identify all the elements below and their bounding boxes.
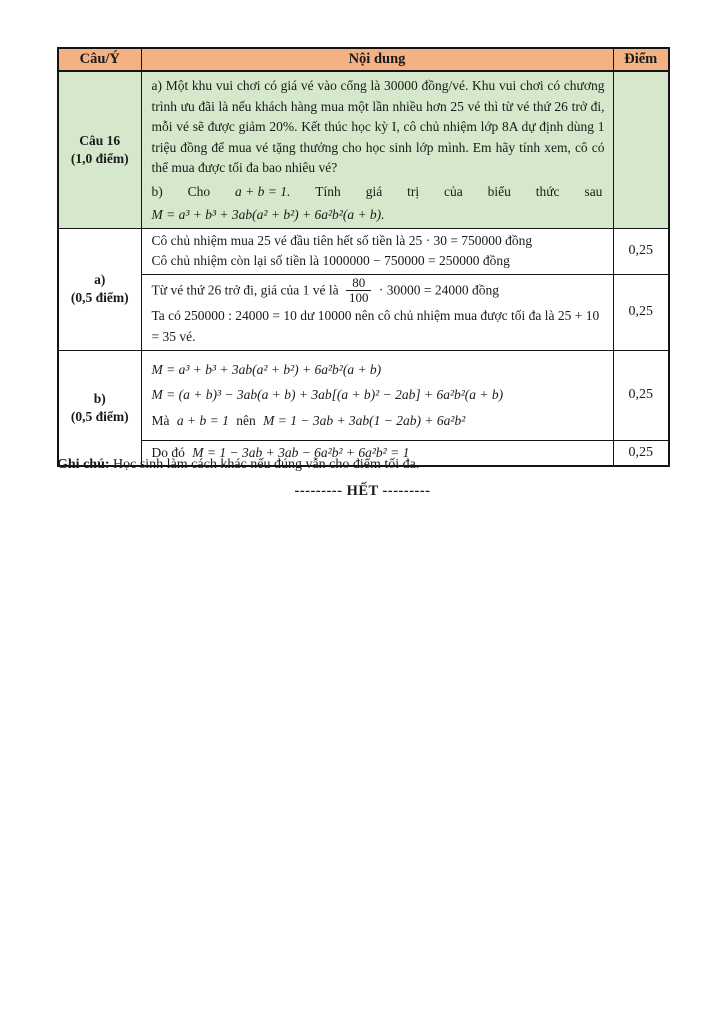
answer-key-table: [57, 47, 670, 467]
header-cell-diem: Điểm: [613, 48, 669, 71]
answer-a2-content-cell: [141, 274, 613, 350]
answer-b1-line3-math1: a + b = 1: [176, 412, 229, 428]
answer-b1-equation-1: M = a³ + b³ + 3ab(a² + b²) + 6a²b²(a + b): [151, 361, 382, 377]
answer-b-points: (0,5 điểm): [70, 408, 129, 424]
answer-a2-point-cell: 0,25: [613, 274, 669, 350]
part-b-word: Tính: [315, 183, 341, 199]
question-part-a-text: a) Một khu vui chơi có giá vé vào cổng là 30000 đồng/vé. Khu vui chơi có chương trình ưu đãi là nếu khách hàng mua một lần nhiều hơn 25 vé thì từ vé thứ 26 trở đi, mỗi vé sẽ được giảm 20%. Kết thúc học kỳ I, cô chủ nhiệm lớp 8A dự định dùng 1 triệu đồng để mua vé tặng thưởng cho học sinh lớp mình. Em hãy tính xem, cô có thể mua được tối đa bao nhiêu vé?: [151, 78, 605, 176]
question-content-cell: [141, 71, 613, 228]
answer-b-label-cell: [58, 350, 141, 466]
answer-a1-content-cell: [141, 228, 613, 274]
answer-a2-line1-post: · 30000 = 24000 đồng: [378, 282, 499, 298]
part-b-word: của: [443, 183, 463, 199]
answer-b1-equation-2: M = (a + b)³ − 3ab(a + b) + 3ab[(a + b)² − 2ab] + 6a²b²(a + b): [151, 387, 504, 403]
question-row: [58, 71, 669, 228]
header-cell-noi-dung: Nội dung: [141, 48, 613, 71]
fraction-80-100: [346, 276, 372, 305]
answer-a-row-2: [58, 274, 669, 350]
part-b-word: trị: [407, 183, 420, 199]
question-total-points: (1,0 điểm): [70, 150, 129, 166]
fraction-denominator: 100: [348, 290, 369, 306]
footer-note-text: Học sinh làm cách khác nếu đúng vẫn cho điểm tối đa.: [113, 457, 420, 472]
answer-b2-equation: M = 1 − 3ab + 3ab − 6a²b² + 6a²b² = 1: [192, 444, 410, 460]
part-b-word: Cho: [187, 183, 211, 199]
question-label-cell: [58, 71, 141, 228]
fraction-numerator: 80: [346, 276, 372, 291]
answer-b-row-1: [58, 350, 669, 440]
answer-a2-line2: Ta có 250000 : 24000 = 10 dư 10000 nên cô chủ nhiệm mua được tối đa là 25 + 10 = 35 vé.: [151, 308, 600, 344]
footer-note: [57, 457, 668, 473]
answer-a1-line2: Cô chủ nhiệm còn lại số tiền là 1000000 − 750000 = 250000 đồng: [151, 253, 510, 269]
answer-b2-point-cell: 0,25: [613, 440, 669, 466]
part-b-word: b): [151, 183, 163, 199]
answer-b-label: b): [93, 390, 106, 406]
answer-a2-line1: [152, 277, 605, 306]
part-b-word: thức: [535, 183, 560, 199]
answer-b1-content-cell: [141, 350, 613, 440]
answer-a-label-cell: [58, 228, 141, 350]
part-b-condition: a + b = 1.: [235, 183, 291, 199]
answer-b1-line3-math2: M = 1 − 3ab + 3ab(1 − 2ab) + 6a²b²: [263, 412, 466, 428]
part-b-word: biểu: [487, 183, 511, 199]
question-number: Câu 16: [79, 132, 121, 148]
answer-b1-line3-pre: Mà: [151, 412, 170, 428]
header-cell-cau-y: Câu/Ý: [58, 48, 141, 71]
part-b-word: giá: [365, 183, 383, 199]
part-b-word: sau: [584, 183, 603, 199]
end-of-document-line: --------- HẾT ---------: [294, 483, 431, 499]
answer-a-points: (0,5 điểm): [70, 290, 129, 306]
answer-a1-point-cell: 0,25: [613, 228, 669, 274]
answer-b1-equation-3: [152, 411, 605, 431]
answer-b1-point-cell: 0,25: [613, 350, 669, 440]
question-part-b-line: [152, 182, 603, 203]
answer-b2-pre: Do đó: [151, 444, 185, 460]
answer-a-row-1: [58, 228, 669, 274]
question-part-b-formula: M = a³ + b³ + 3ab(a² + b²) + 6a²b²(a + b).: [151, 207, 385, 223]
table-header-row: [58, 48, 669, 71]
question-point-cell: [613, 71, 669, 228]
answer-a-label: a): [94, 271, 106, 287]
footer-note-label: Ghi chú:: [57, 457, 110, 472]
answer-a1-line1: Cô chủ nhiệm mua 25 vé đầu tiên hết số tiền là 25 · 30 = 750000 đồng: [151, 232, 533, 248]
answer-a2-line1-pre: Từ vé thứ 26 trở đi, giá của 1 vé là: [151, 282, 339, 298]
answer-b1-line3-mid: nên: [236, 412, 256, 428]
